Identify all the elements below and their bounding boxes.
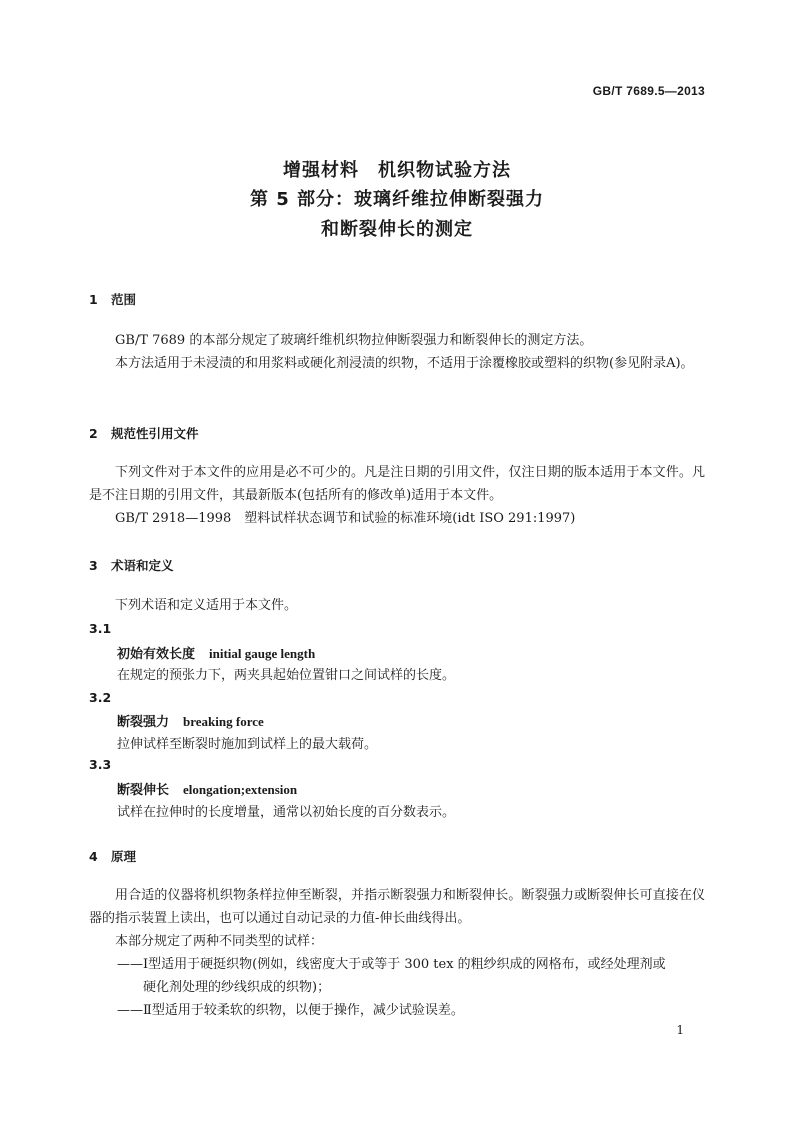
section-1-heading	[89, 290, 136, 308]
normative-reference: GB/T 2918—1998 塑料试样状态调节和试验的标准环境(idt ISO 291:1997)	[115, 511, 576, 526]
term-definition: 拉伸试样至断裂时施加到试样上的最大载荷。	[117, 737, 378, 752]
list-item	[117, 953, 705, 999]
section-2-paragraph-1: 下列文件对于本文件的应用是必不可少的。凡是注日期的引用文件，仅注日期的版本适用于本文件。凡是不注日期的引用文件，其最新版本(包括所有的修改单)适用于本文件。	[89, 465, 705, 503]
term-definition: 在规定的预张力下，两夹具起始位置钳口之间试样的长度。	[117, 668, 456, 683]
section-3-heading	[89, 556, 174, 574]
section-title: 原理	[111, 849, 137, 864]
term-english: elongation;extension	[183, 782, 298, 797]
section-number: 1	[89, 292, 98, 307]
section-title: 术语和定义	[111, 558, 174, 573]
term-number: 3.1	[89, 621, 112, 636]
section-title: 规范性引用文件	[111, 426, 199, 441]
section-2-heading	[89, 424, 199, 442]
document-title-line-3: 和断裂伸长的测定	[321, 219, 473, 240]
term-heading	[117, 711, 264, 730]
section-3-intro: 下列术语和定义适用于本文件。	[115, 598, 298, 613]
section-title: 范围	[111, 292, 137, 307]
term-chinese: 断裂伸长	[117, 783, 170, 798]
section-number: 2	[89, 426, 98, 441]
term-english: breaking force	[183, 714, 264, 729]
term-english: initial gauge length	[209, 646, 316, 661]
term-number: 3.2	[89, 690, 112, 705]
term-heading	[117, 779, 297, 798]
section-4-heading	[89, 847, 136, 865]
list-item-line-2: 硬化剂处理的纱线织成的织物)；	[143, 980, 331, 995]
section-1-paragraph-1: GB/T 7689 的本部分规定了玻璃纤维机织物拉伸断裂强力和断裂伸长的测定方法。	[115, 333, 593, 348]
term-chinese: 断裂强力	[117, 715, 170, 730]
list-item: ——Ⅱ型适用于较柔软的织物，以便于操作，减少试验误差。	[117, 1003, 464, 1018]
term-heading	[117, 643, 315, 662]
list-item-line-1: ——Ⅰ型适用于硬挺织物(例如，线密度大于或等于 300 tex 的粗纱织成的网格布，或经处理剂或	[117, 957, 666, 972]
term-number: 3.3	[89, 757, 112, 772]
page-number: 1	[676, 1023, 684, 1037]
term-chinese: 初始有效长度	[117, 647, 196, 662]
document-title-line-1: 增强材料 机织物试验方法	[283, 160, 511, 181]
standard-code: GB/T 7689.5—2013	[592, 84, 705, 98]
term-definition: 试样在拉伸时的长度增量，通常以初始长度的百分数表示。	[117, 805, 456, 820]
section-1-paragraph-2: 本方法适用于未浸渍的和用浆料或硬化剂浸渍的织物，不适用于涂覆橡胶或塑料的织物(参见附录A)。	[115, 356, 694, 371]
document-title-line-2: 第 5 部分：玻璃纤维拉伸断裂强力	[249, 189, 545, 210]
section-number: 4	[89, 849, 98, 864]
section-4-paragraph-1: 用合适的仪器将机织物条样拉伸至断裂，并指示断裂强力和断裂伸长。断裂强力或断裂伸长可直接在仪器的指示装置上读出，也可以通过自动记录的力值-伸长曲线得出。	[89, 888, 705, 926]
section-4-paragraph-2: 本部分规定了两种不同类型的试样：	[115, 934, 324, 949]
section-number: 3	[89, 558, 98, 573]
